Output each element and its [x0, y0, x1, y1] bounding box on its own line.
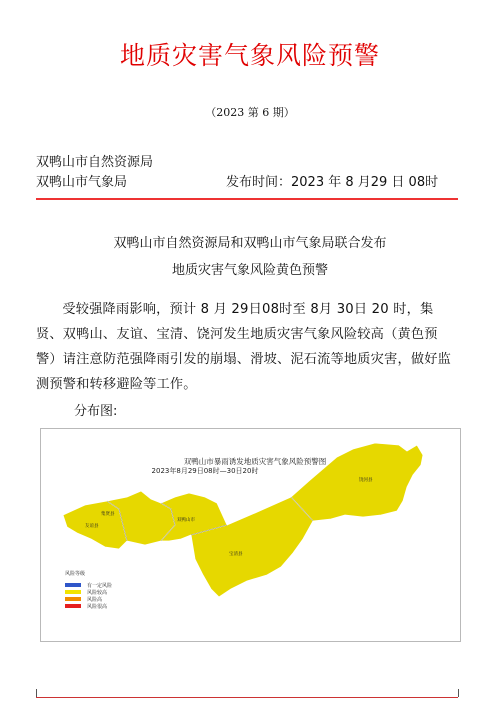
legend-swatch-4	[65, 604, 81, 608]
legend-label-1: 有一定风险	[87, 583, 113, 589]
document-title: 地质灾害气象风险预警	[119, 41, 380, 70]
issuer-natural-resources: 双鸭山市自然资源局	[36, 155, 154, 170]
legend-label-2: 风险较高	[87, 590, 108, 596]
map-section-label: 分布图:	[74, 404, 118, 419]
legend-label-4: 风险很高	[87, 604, 108, 610]
region-raohe	[291, 443, 423, 521]
map-title: 双鸭山市暴雨诱发地质灾害气象风险预警图	[183, 457, 327, 466]
issue-number: （2023 第 6 期）	[205, 106, 295, 119]
label-raohe: 饶河县	[359, 478, 373, 483]
legend-swatch-2	[65, 590, 81, 594]
label-youyi: 友谊县	[85, 524, 99, 529]
footer-divider	[36, 697, 458, 698]
legend-swatch-1	[65, 583, 81, 587]
risk-map	[40, 428, 461, 642]
legend-title: 风险等级	[65, 571, 86, 577]
legend-label-3: 风险高	[87, 597, 103, 603]
risk-map-graphic	[41, 429, 460, 641]
page-corner-mark-left	[36, 689, 37, 697]
warning-level-heading: 地质灾害气象风险黄色预警	[171, 263, 328, 278]
map-subtitle: 2023年8月29日08时—30日20时	[151, 467, 259, 475]
announcement-heading: 双鸭山市自然资源局和双鸭山市气象局联合发布	[113, 236, 387, 251]
publish-time: 发布时间：2023 年 8 月29 日 08时	[226, 175, 439, 190]
label-jixian: 集贤县	[101, 512, 115, 517]
warning-body-text: 受较强降雨影响，预计 8 月 29日08时至 8月 30日 20 时，集贤、双鸭山、友谊、宝清、饶河发生地质灾害气象风险较高（黄色预警）请注意防范强降雨引发的崩塌、滑坡、泥石流等地质灾害，做好监测预警和转移避险等工作。	[36, 302, 452, 392]
label-city: 双鸭山市	[177, 518, 195, 523]
label-baoqing: 宝清县	[229, 552, 243, 557]
page-corner-mark-right	[458, 689, 459, 697]
issuer-meteorological: 双鸭山市气象局	[36, 175, 128, 190]
header-divider	[36, 198, 458, 200]
legend-swatch-3	[65, 597, 81, 601]
